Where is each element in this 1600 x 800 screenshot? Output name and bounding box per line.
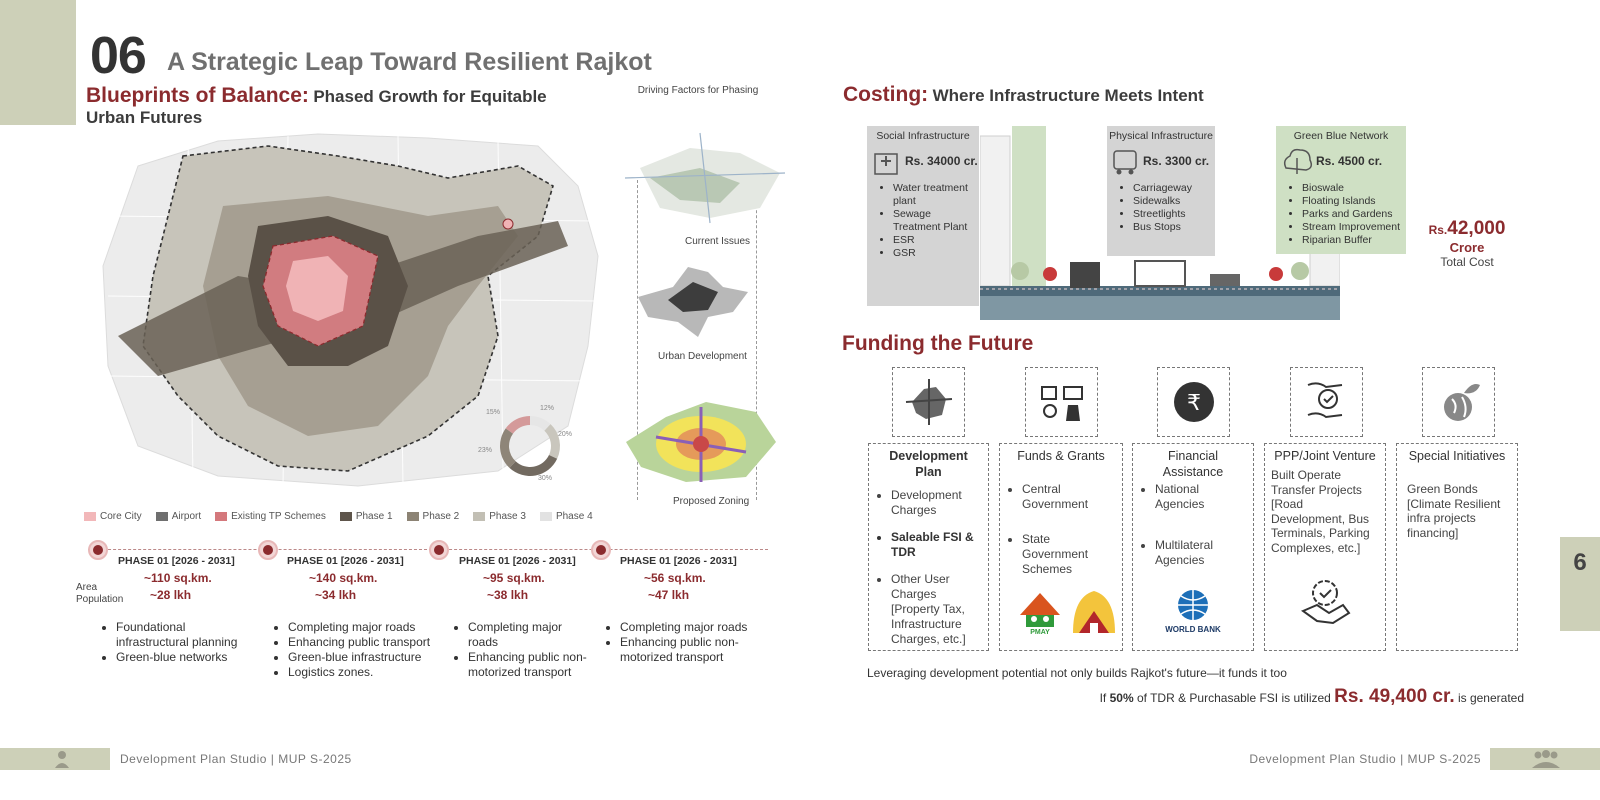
tdr-mid: of TDR & Purchasable FSI is utilized: [1136, 691, 1331, 705]
list-item: • Enhancing public non-motorized transport: [620, 635, 772, 665]
list-item: • GSR: [893, 247, 979, 260]
page-number: 06: [90, 27, 146, 85]
list-item: • Sidewalks: [1133, 195, 1215, 208]
donut-slice-4: [500, 428, 516, 468]
phase-area: ~56 sq.km.: [644, 571, 706, 585]
costing-heading: [843, 83, 1204, 107]
cost-box-title: Social Infrastructure: [876, 130, 970, 142]
money-icon: [1036, 377, 1088, 427]
legend-core-city: Core City: [84, 511, 142, 522]
legend-phase-4: Phase 4: [540, 511, 593, 522]
list-item: • Saleable FSI & TDR: [891, 530, 982, 560]
donut-label-3: 30%: [538, 475, 553, 482]
donut-label-1: 12%: [540, 405, 555, 412]
list-item: • Completing major roads: [288, 620, 440, 635]
footer-bar-right: [1490, 748, 1600, 770]
list-item: • Enhancing public transport: [288, 635, 440, 650]
funding-heading: Funding the Future: [842, 332, 1034, 355]
list-item: • Central Government: [1022, 482, 1116, 512]
list-item: • Completing major roads: [468, 620, 590, 650]
tdr-statement: [1000, 686, 1524, 708]
card-financial-assistance: [1132, 443, 1254, 651]
driving-item-proposed-zoning: Proposed Zoning: [673, 496, 750, 507]
tdr-percent: 50%: [1109, 691, 1134, 705]
blueprints-heading-red: Blueprints of Balance:: [86, 84, 309, 107]
housing-scheme-logo-icon: [1069, 587, 1116, 635]
proposed-zoning-map: [606, 382, 796, 492]
card-title: Financial Assistance: [1162, 449, 1224, 479]
list-item: • Floating Islands: [1302, 195, 1406, 208]
area-population-labels: [76, 582, 123, 606]
footer-right-text: Development Plan Studio | MUP S-2025: [1249, 752, 1481, 766]
phase-area: ~140 sq.km.: [309, 571, 378, 585]
donut-slice-2: [544, 424, 560, 459]
list-item: • Bus Stops: [1133, 221, 1215, 234]
footer-left-text: Development Plan Studio | MUP S-2025: [120, 752, 352, 766]
list-item: • Carriageway: [1133, 182, 1215, 195]
card-ppp-joint-venture: [1264, 443, 1386, 651]
driving-item-urban-development: Urban Development: [658, 351, 747, 362]
funds-grants-icon-box: [1025, 367, 1098, 437]
card-title: Funds & Grants: [1017, 449, 1105, 463]
list-item: • Streetlights: [1133, 208, 1215, 221]
phase-3: [459, 555, 609, 604]
footer-bar-left: [0, 748, 110, 770]
timeline-dot-1: [88, 540, 108, 560]
card-development-plan: [868, 443, 989, 651]
phase-1-bullets: [98, 620, 248, 665]
card-items: [875, 488, 982, 647]
donut-label-2: 20%: [558, 431, 573, 438]
tdr-suffix: is generated: [1457, 691, 1524, 705]
legend-phase-1: Phase 1: [340, 511, 393, 522]
svg-text:₹: ₹: [1186, 391, 1201, 416]
list-item: • Development Charges: [891, 488, 982, 518]
total-cost-value: 42,000: [1447, 218, 1506, 239]
phase-4-bullets: [602, 620, 772, 665]
phase-title: PHASE 01 [2026 - 2031]: [118, 555, 235, 567]
cost-box-amount: Rs. 4500 cr.: [1316, 154, 1383, 168]
population-label: Population: [76, 594, 124, 605]
rupee-icon: [1169, 377, 1219, 427]
financial-assistance-icon-box: [1157, 367, 1230, 437]
driving-item-current-issues: Current Issues: [685, 236, 751, 247]
list-item: • Other User Charges [Property Tax, Infrastructure Charges, etc.]: [891, 572, 982, 647]
hand-coin-icon: [1302, 377, 1352, 427]
bus-icon: [1109, 146, 1141, 176]
svg-text:PMAY: PMAY: [1030, 629, 1050, 635]
total-cost-unit: Crore: [1449, 240, 1485, 255]
tdr-prefix: If: [1099, 691, 1107, 705]
list-item: • Enhancing public non-motorized transport: [468, 650, 590, 680]
list-item: • State Government Schemes: [1022, 532, 1116, 577]
donut-slice-3: [509, 455, 557, 476]
donut-label-5: 15%: [486, 409, 501, 416]
funding-note: Leveraging development potential not only builds Rajkot's future—it funds it too: [867, 666, 1287, 680]
phase-area: ~95 sq.km.: [483, 571, 545, 585]
phase-title: PHASE 01 [2026 - 2031]: [287, 555, 404, 567]
phase-donut-chart: [478, 404, 578, 484]
card-title: PPP/Joint Venture: [1274, 449, 1376, 463]
cost-box-physical: [1107, 126, 1215, 256]
phase-title: PHASE 01 [2026 - 2031]: [620, 555, 737, 567]
hospital-icon: [871, 146, 903, 176]
cost-box-items: [1276, 182, 1406, 247]
card-funds-grants: [999, 443, 1123, 651]
card-special-initiatives: [1396, 443, 1518, 651]
donut-slice-5: [506, 416, 530, 434]
cost-box-amount: Rs. 3300 cr.: [1143, 154, 1210, 168]
phase-1: [118, 555, 268, 604]
card-title: Special Initiatives: [1408, 449, 1506, 463]
corner-tab: [0, 0, 76, 125]
world-bank-logo-text: WORLD BANK: [1165, 625, 1221, 634]
card-items: [1006, 482, 1116, 577]
side-tab-number: 6: [1573, 549, 1587, 576]
list-item: • Water treatment plant: [893, 182, 979, 208]
handshake-gear-icon: [1297, 575, 1353, 625]
ppp-icon-box: [1290, 367, 1363, 437]
list-item: • Stream Improvement: [1302, 221, 1406, 234]
pmay-logo-icon: [1016, 587, 1061, 635]
list-item: • Parks and Gardens: [1302, 208, 1406, 221]
tree-icon: [1280, 146, 1314, 176]
phase-2-bullets: [270, 620, 440, 680]
world-bank-logo: [1139, 588, 1247, 634]
legend-airport: Airport: [156, 511, 201, 522]
globe-leaf-icon: [1434, 377, 1484, 427]
cost-box-title: Green Blue Network: [1293, 130, 1389, 142]
list-item: • Foundational infrastructural planning: [116, 620, 248, 650]
development-plan-icon-box: [892, 367, 965, 437]
driving-factors-title: Driving Factors for Phasing: [637, 85, 759, 96]
area-label: Area: [76, 582, 98, 593]
city-map-icon: [904, 377, 954, 427]
legend-phase-3: Phase 3: [473, 511, 526, 522]
phase-4: [620, 555, 770, 604]
person-icon: [0, 748, 110, 770]
list-item: • Green-blue infrastructure: [288, 650, 440, 665]
total-cost-label: Total Cost: [1440, 255, 1494, 269]
list-item: • Logistics zones.: [288, 665, 440, 680]
phase-population: ~34 lkh: [315, 588, 357, 602]
list-item: • Riparian Buffer: [1302, 234, 1406, 247]
cost-box-items: [1107, 182, 1215, 234]
special-initiatives-icon-box: [1422, 367, 1495, 437]
cost-box-social: [867, 126, 979, 306]
urban-development-map: [628, 262, 758, 342]
legend-existing-tp: Existing TP Schemes: [215, 511, 326, 522]
blueprints-heading-line2: Urban Futures: [86, 108, 203, 127]
list-item: • Green-blue networks: [116, 650, 248, 665]
total-cost: [1412, 218, 1522, 269]
phase-title: PHASE 01 [2026 - 2031]: [459, 555, 576, 567]
phase-2: [287, 555, 437, 604]
world-bank-globe-icon: [1173, 588, 1213, 622]
list-item: • Bioswale: [1302, 182, 1406, 195]
blueprints-heading: [86, 84, 626, 128]
card-text: Built Operate Transfer Projects [Road Development, Bus Terminals, Parking Complexes, etc.]: [1271, 468, 1370, 555]
list-item: • Completing major roads: [620, 620, 772, 635]
list-item: • ESR: [893, 234, 979, 247]
costing-heading-rest: Where Infrastructure Meets Intent: [932, 86, 1204, 105]
pmay-logos: [1016, 587, 1116, 635]
phase-population: ~38 lkh: [487, 588, 529, 602]
phase-timeline: [88, 549, 768, 550]
phase-population: ~28 lkh: [150, 588, 192, 602]
page-side-tab: [1560, 537, 1600, 631]
card-items: [1139, 482, 1247, 568]
phase-population: ~47 lkh: [648, 588, 690, 602]
phase-3-bullets: [450, 620, 590, 680]
phase-area: ~110 sq.km.: [144, 571, 212, 585]
list-item: • National Agencies: [1155, 482, 1247, 512]
list-item: • Sewage Treatment Plant: [893, 208, 979, 234]
list-item: • Multilateral Agencies: [1155, 538, 1247, 568]
page-title: A Strategic Leap Toward Resilient Rajkot: [167, 48, 652, 76]
tdr-amount: Rs. 49,400 cr.: [1334, 686, 1455, 707]
cost-box-amount: Rs. 34000 cr.: [905, 154, 978, 168]
blueprints-heading-rest: Phased Growth for Equitable: [313, 87, 547, 106]
current-issues-map: [620, 128, 790, 224]
donut-label-4: 23%: [478, 447, 493, 454]
cost-box-items: [867, 182, 979, 260]
costing-heading-red: Costing:: [843, 83, 929, 106]
legend-phase-2: Phase 2: [407, 511, 460, 522]
airport-marker: [503, 219, 513, 229]
cost-box-green-blue: [1276, 126, 1406, 254]
cost-box-title: Physical Infrastructure: [1109, 130, 1213, 142]
card-title: Development Plan: [889, 449, 968, 479]
card-text: Green Bonds [Climate Resilient infra projects financing]: [1407, 482, 1501, 540]
total-cost-prefix: Rs.: [1428, 223, 1448, 237]
people-group-icon: [1490, 748, 1600, 770]
map-legend: [84, 511, 593, 522]
